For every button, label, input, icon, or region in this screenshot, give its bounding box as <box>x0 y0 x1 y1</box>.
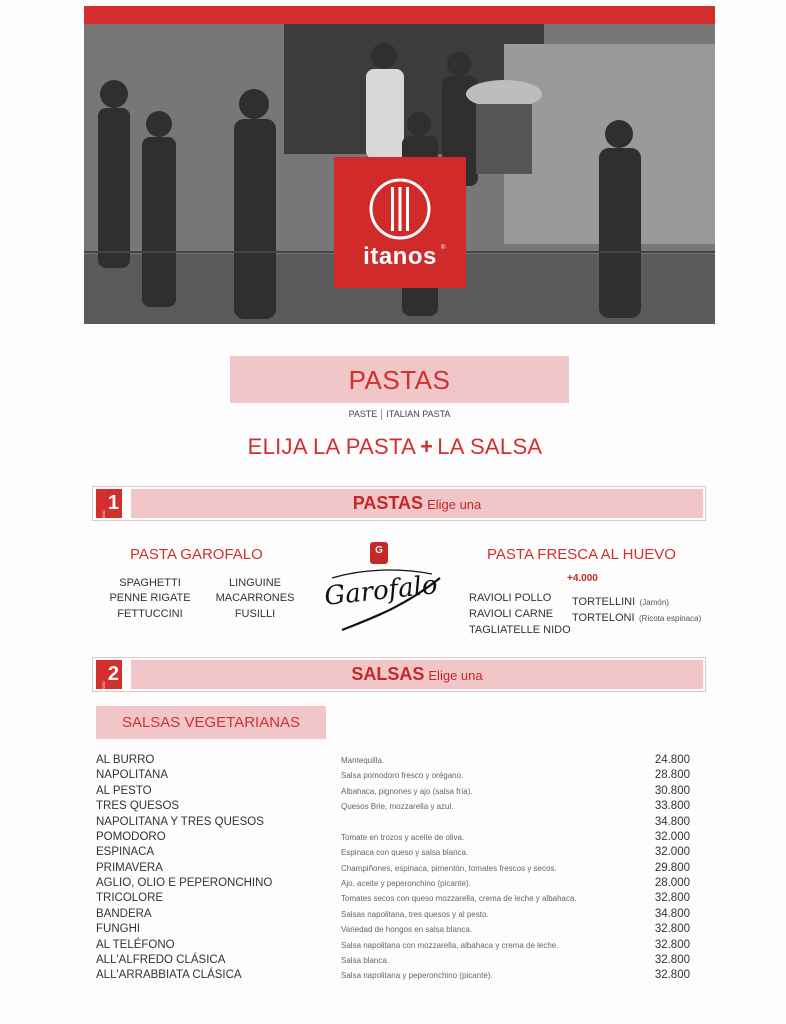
step-2-number: 2 <box>107 663 119 685</box>
salsa-price: 32.800 <box>654 969 690 981</box>
itanos-logo <box>334 157 466 288</box>
salsa-price: 32.800 <box>654 923 690 935</box>
garofalo-item: SPAGHETTI <box>119 577 181 589</box>
logo-wordmark: itanos <box>363 243 437 270</box>
salsa-desc: Albahaca, pignones y ajo (salsa fría). <box>341 787 473 796</box>
page-subtitle <box>230 409 569 420</box>
salsa-name: PRIMAVERA <box>96 862 163 874</box>
salsa-desc: Espinaca con queso y salsa blanca. <box>341 848 469 857</box>
garofalo-item: FUSILLI <box>234 608 276 620</box>
salsa-row <box>96 969 696 984</box>
salsa-desc: Mantequilla. <box>341 756 385 765</box>
salsa-name: ESPINACA <box>96 846 155 858</box>
step-1-bar <box>92 486 706 521</box>
subtitle-english: ITALIAN PASTA <box>386 409 451 419</box>
step-1-hint: Elige una <box>427 497 482 512</box>
salsa-row <box>96 908 696 923</box>
step-2-paso-label: PASO <box>100 681 106 692</box>
salsa-name: AGLIO, OLIO E PEPERONCHINO <box>96 877 273 889</box>
garofalo-item: FETTUCCINI <box>117 608 183 620</box>
step-2-title: SALSAS <box>351 664 425 684</box>
registered-mark: ® <box>441 245 446 251</box>
salsa-price: 33.800 <box>654 800 690 812</box>
step-1-badge <box>96 489 122 521</box>
salsa-row <box>96 939 696 954</box>
tagline-left: ELIJA LA PASTA <box>247 434 417 459</box>
salsa-row <box>96 800 696 815</box>
garofalo-heading: PASTA GAROFALO <box>130 546 263 563</box>
salsa-name: NAPOLITANA Y TRES QUESOS <box>96 816 264 828</box>
salsa-desc: Ajo, aceite y peperonchino (picante). <box>341 879 471 888</box>
salsa-price: 30.800 <box>654 785 690 797</box>
subtitle-italian: PASTE <box>348 409 378 419</box>
pastas-heading-box <box>230 356 569 403</box>
step-2-badge <box>96 660 122 692</box>
salsa-name: AL PESTO <box>96 785 152 797</box>
salsa-name: AL BURRO <box>96 754 155 766</box>
salsa-name: FUNGHI <box>96 923 141 935</box>
tagline-right: LA SALSA <box>437 434 543 459</box>
subtitle-divider <box>381 409 382 420</box>
fresca-item-note: (Jamón) <box>639 598 669 607</box>
top-red-bar <box>84 6 715 24</box>
salsa-price: 28.000 <box>654 877 690 889</box>
salsa-desc: Variedad de hongos en salsa blanca. <box>341 925 473 934</box>
salsa-desc: Salsas napolitana, tres quesos y al pesto. <box>341 910 489 919</box>
salsa-row <box>96 754 696 769</box>
fresca-item-name: TORTELONI <box>572 612 635 624</box>
fresca-item-name: TORTELLINI <box>572 596 636 608</box>
salsa-price: 34.800 <box>654 908 690 920</box>
salsa-desc: Tomate en trozos y aceite de oliva. <box>341 833 465 842</box>
salsa-desc: Tomates secos con queso mozzarella, crema de leche y albahaca. <box>341 894 577 903</box>
tagline <box>150 434 640 460</box>
salsa-name: BANDERA <box>96 908 152 920</box>
salsa-name: POMODORO <box>96 831 166 843</box>
fresca-heading: PASTA FRESCA AL HUEVO <box>487 546 676 563</box>
step-1-number: 1 <box>107 492 119 514</box>
salsas-category-title: SALSAS VEGETARIANAS <box>121 714 301 731</box>
garofalo-item: PENNE RIGATE <box>109 592 191 604</box>
salsa-name: ALL'ARRABBIATA CLÁSICA <box>96 969 242 981</box>
salsa-desc: Salsa blanca. <box>341 956 390 965</box>
step-2-hint: Elige una <box>428 668 483 683</box>
salsa-price: 32.000 <box>654 846 690 858</box>
salsa-price: 29.800 <box>654 862 690 874</box>
salsas-category-box <box>96 706 326 739</box>
garofalo-badge-letter: G <box>375 545 383 556</box>
salsa-name: ALL'ALFREDO CLÁSICA <box>96 954 226 966</box>
salsa-row <box>96 816 696 831</box>
salsa-name: NAPOLITANA <box>96 769 168 781</box>
salsa-row <box>96 769 696 784</box>
itanos-emblem-icon <box>334 157 466 247</box>
tagline-plus: + <box>420 434 434 459</box>
salsa-row <box>96 892 696 907</box>
garofalo-item: MACARRONES <box>215 592 295 604</box>
salsa-desc: Salsa napolitana y peperonchino (picante). <box>341 971 493 980</box>
step-2-bar <box>92 657 706 692</box>
salsa-desc: Salsa pomodoro fresco y orégano. <box>341 771 464 780</box>
salsa-price: 24.800 <box>654 754 690 766</box>
salsa-row <box>96 954 696 969</box>
salsa-price: 28.800 <box>654 769 690 781</box>
fresca-extra-price: +4.000 <box>567 573 598 584</box>
fresca-item: RAVIOLI POLLO <box>469 592 552 604</box>
salsa-desc: Salsa napolitana con mozzarella, albahaca y crema de leche. <box>341 941 559 950</box>
salsa-price: 32.000 <box>654 831 690 843</box>
salsa-price: 34.800 <box>654 816 690 828</box>
salsa-name: TRICOLORE <box>96 892 164 904</box>
fresca-item-note: (Ricota espinaca) <box>639 614 702 623</box>
salsa-desc: Quesos Brie, mozzarella y azul. <box>341 802 454 811</box>
garofalo-wordmark: Garofalo <box>323 570 439 612</box>
salsa-price: 32.800 <box>654 892 690 904</box>
salsa-name: TRES QUESOS <box>96 800 180 812</box>
page-title: PASTAS <box>348 365 451 395</box>
step-2-title-bar <box>131 660 703 689</box>
salsa-row <box>96 862 696 877</box>
step-1-title: PASTAS <box>352 493 424 513</box>
salsa-row <box>96 877 696 892</box>
step-1-paso-label: PASO <box>100 510 106 521</box>
salsa-row <box>96 785 696 800</box>
garofalo-item: LINGUINE <box>229 577 281 589</box>
salsa-row <box>96 923 696 938</box>
step-1-title-bar <box>131 489 703 518</box>
fresca-item <box>572 608 701 626</box>
fresca-item: RAVIOLI CARNE <box>469 608 554 620</box>
salsa-price: 32.800 <box>654 939 690 951</box>
salsa-price: 32.800 <box>654 954 690 966</box>
salsa-row <box>96 846 696 861</box>
salsa-name: AL TELÉFONO <box>96 939 175 951</box>
salsa-row <box>96 831 696 846</box>
fresca-item: TAGLIATELLE NIDO <box>469 624 571 636</box>
salsa-desc: Champiñones, espinaca, pimentón, tomates frescos y secos. <box>341 864 557 873</box>
garofalo-logo <box>312 538 447 643</box>
